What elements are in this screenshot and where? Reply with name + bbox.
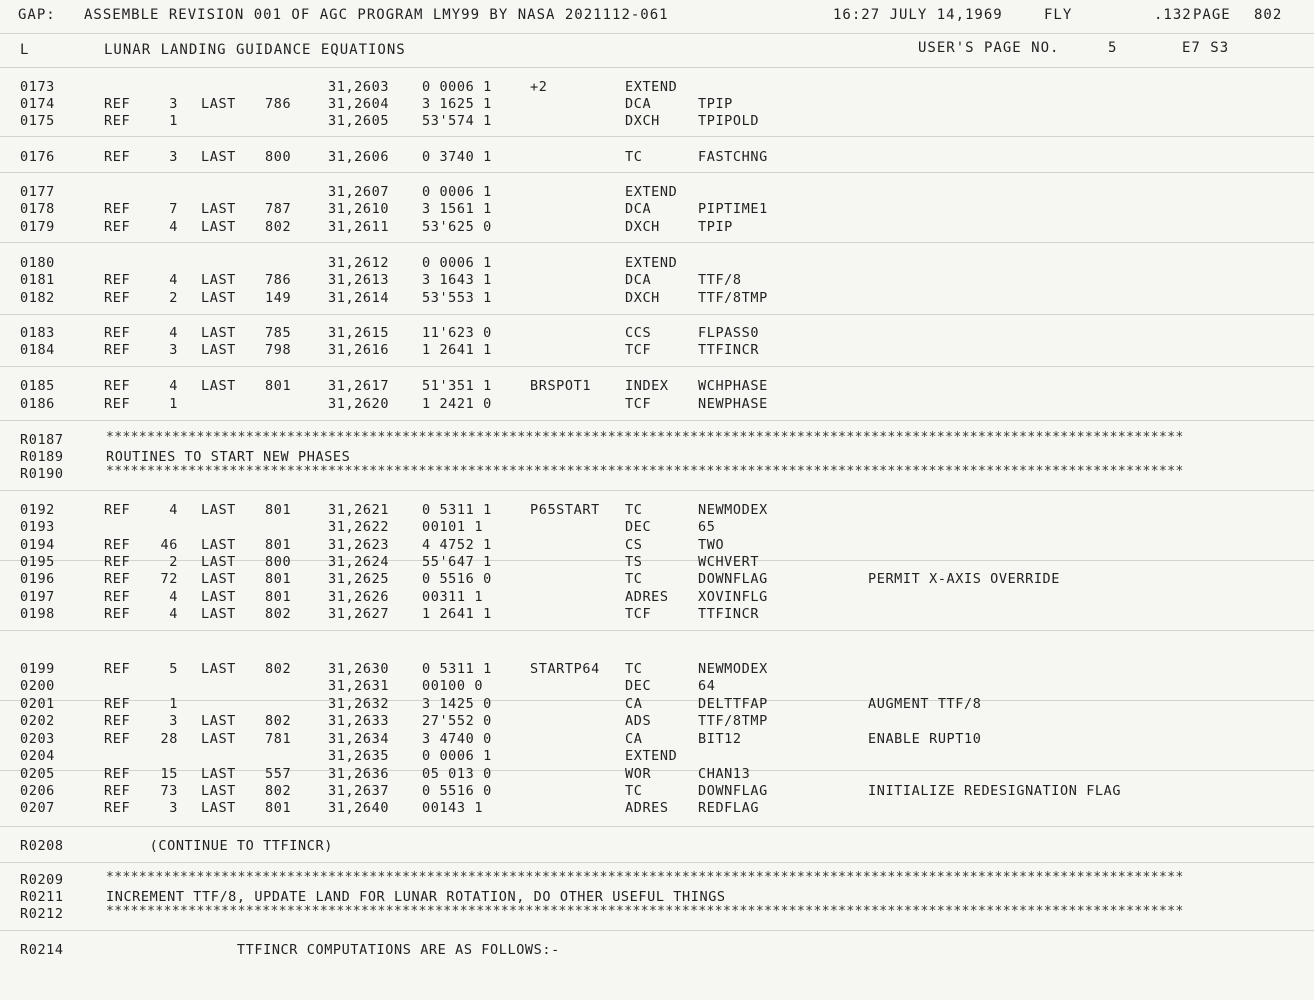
ref-marker: REF — [104, 149, 131, 165]
ref-marker: REF — [104, 661, 131, 677]
opcode: CCS — [625, 325, 652, 341]
octal-word: 1 2421 0 — [422, 396, 492, 412]
operand: FLPASS0 — [698, 325, 760, 341]
line-number: 0205 — [20, 766, 55, 782]
memory-address: 31,2603 — [328, 79, 390, 95]
ref-count: 4 — [169, 502, 178, 518]
ref-marker: REF — [104, 589, 131, 605]
header-page-label: PAGE — [1193, 7, 1231, 23]
memory-address: 31,2611 — [328, 219, 390, 235]
operand: 65 — [698, 519, 716, 535]
paper-rule — [0, 67, 1314, 68]
comment-text: ENABLE RUPT10 — [868, 731, 982, 747]
last-card-number: 801 — [265, 378, 292, 394]
opcode: DCA — [625, 96, 652, 112]
last-card-number: 802 — [265, 606, 292, 622]
comment-text: INITIALIZE REDESIGNATION FLAG — [868, 783, 1122, 799]
operand: BIT12 — [698, 731, 742, 747]
last-marker: LAST — [201, 766, 236, 782]
line-number: R0214 — [20, 942, 64, 958]
ref-count: 3 — [169, 713, 178, 729]
line-number: 0207 — [20, 800, 55, 816]
operand: FASTCHNG — [698, 149, 768, 165]
ref-marker: REF — [104, 606, 131, 622]
ref-marker: REF — [104, 325, 131, 341]
header-page-number: 802 — [1254, 7, 1283, 23]
remark-text: TTFINCR COMPUTATIONS ARE AS FOLLOWS:- — [106, 942, 560, 958]
memory-address: 31,2607 — [328, 184, 390, 200]
operand: XOVINFLG — [698, 589, 768, 605]
memory-address: 31,2640 — [328, 800, 390, 816]
line-number: 0175 — [20, 113, 55, 129]
last-marker: LAST — [201, 290, 236, 306]
last-card-number: 786 — [265, 272, 292, 288]
ref-marker: REF — [104, 696, 131, 712]
opcode: DXCH — [625, 290, 660, 306]
memory-address: 31,2633 — [328, 713, 390, 729]
line-number: 0195 — [20, 554, 55, 570]
line-number: 0174 — [20, 96, 55, 112]
last-marker: LAST — [201, 713, 236, 729]
ref-marker: REF — [104, 800, 131, 816]
paper-rule — [0, 770, 1314, 771]
opcode: EXTEND — [625, 255, 678, 271]
ref-count: 28 — [160, 731, 178, 747]
octal-word: 05 013 0 — [422, 766, 492, 782]
header-number: .132 — [1154, 7, 1192, 23]
octal-word: 51'351 1 — [422, 378, 492, 394]
paper-rule — [0, 136, 1314, 137]
last-marker: LAST — [201, 589, 236, 605]
line-number: 0184 — [20, 342, 55, 358]
octal-word: 0 0006 1 — [422, 748, 492, 764]
memory-address: 31,2635 — [328, 748, 390, 764]
ref-count: 4 — [169, 325, 178, 341]
octal-word: 0 5516 0 — [422, 783, 492, 799]
octal-word: 3 1425 0 — [422, 696, 492, 712]
last-card-number: 802 — [265, 219, 292, 235]
ref-count: 46 — [160, 537, 178, 553]
octal-word: 0 0006 1 — [422, 255, 492, 271]
line-number: 0194 — [20, 537, 55, 553]
memory-address: 31,2616 — [328, 342, 390, 358]
operand: WCHVERT — [698, 554, 760, 570]
opcode: WOR — [625, 766, 652, 782]
memory-address: 31,2605 — [328, 113, 390, 129]
ref-marker: REF — [104, 783, 131, 799]
last-marker: LAST — [201, 272, 236, 288]
ref-count: 1 — [169, 396, 178, 412]
ref-count: 4 — [169, 219, 178, 235]
paper-rule — [0, 630, 1314, 631]
memory-address: 31,2612 — [328, 255, 390, 271]
octal-word: 53'625 0 — [422, 219, 492, 235]
octal-word: 00311 1 — [422, 589, 484, 605]
ref-marker: REF — [104, 96, 131, 112]
opcode: ADRES — [625, 589, 669, 605]
ref-count: 3 — [169, 800, 178, 816]
paper-rule — [0, 862, 1314, 863]
ref-marker: REF — [104, 378, 131, 394]
asterisk-separator: *********************************************************************************************************************************** — [106, 870, 1184, 885]
header-title: GAP: ASSEMBLE REVISION 001 OF AGC PROGRAM LMY99 BY NASA 2021112-061 — [18, 7, 669, 23]
opcode: TC — [625, 661, 643, 677]
ref-marker: REF — [104, 766, 131, 782]
memory-address: 31,2615 — [328, 325, 390, 341]
memory-address: 31,2634 — [328, 731, 390, 747]
last-card-number: 802 — [265, 661, 292, 677]
ref-marker: REF — [104, 396, 131, 412]
operand: DOWNFLAG — [698, 783, 768, 799]
paper-rule — [0, 826, 1314, 827]
ref-count: 4 — [169, 378, 178, 394]
comment-text: PERMIT X-AXIS OVERRIDE — [868, 571, 1061, 587]
line-number: 0196 — [20, 571, 55, 587]
last-marker: LAST — [201, 783, 236, 799]
ref-marker: REF — [104, 219, 131, 235]
octal-word: 1 2641 1 — [422, 606, 492, 622]
octal-word: 3 4740 0 — [422, 731, 492, 747]
last-card-number: 802 — [265, 783, 292, 799]
opcode: EXTEND — [625, 79, 678, 95]
last-card-number: 149 — [265, 290, 292, 306]
memory-address: 31,2637 — [328, 783, 390, 799]
opcode: DCA — [625, 201, 652, 217]
symbol-label: BRSPOT1 — [530, 378, 592, 394]
ref-marker: REF — [104, 113, 131, 129]
last-card-number: 781 — [265, 731, 292, 747]
paper-rule — [0, 172, 1314, 173]
octal-word: 3 1643 1 — [422, 272, 492, 288]
memory-address: 31,2622 — [328, 519, 390, 535]
asterisk-separator: *********************************************************************************************************************************** — [106, 430, 1184, 445]
operand: TPIPOLD — [698, 113, 760, 129]
remark-text: (CONTINUE TO TTFINCR) — [106, 838, 333, 854]
section-title: LUNAR LANDING GUIDANCE EQUATIONS — [104, 42, 406, 58]
line-number: 0177 — [20, 184, 55, 200]
operand: TPIP — [698, 96, 733, 112]
opcode: DEC — [625, 519, 652, 535]
ref-count: 5 — [169, 661, 178, 677]
ref-count: 7 — [169, 201, 178, 217]
last-card-number: 786 — [265, 96, 292, 112]
last-marker: LAST — [201, 96, 236, 112]
octal-word: 1 2641 1 — [422, 342, 492, 358]
operand: PIPTIME1 — [698, 201, 768, 217]
ref-marker: REF — [104, 731, 131, 747]
ref-marker: REF — [104, 554, 131, 570]
opcode: CA — [625, 696, 643, 712]
octal-word: 0 5311 1 — [422, 661, 492, 677]
octal-word: 00100 0 — [422, 678, 484, 694]
line-number: 0198 — [20, 606, 55, 622]
ref-count: 15 — [160, 766, 178, 782]
paper-rule — [0, 33, 1314, 34]
ref-marker: REF — [104, 272, 131, 288]
memory-address: 31,2623 — [328, 537, 390, 553]
operand: TWO — [698, 537, 725, 553]
memory-address: 31,2617 — [328, 378, 390, 394]
memory-address: 31,2630 — [328, 661, 390, 677]
opcode: EXTEND — [625, 748, 678, 764]
last-marker: LAST — [201, 731, 236, 747]
line-number: R0190 — [20, 466, 64, 482]
last-marker: LAST — [201, 554, 236, 570]
operand: DOWNFLAG — [698, 571, 768, 587]
line-number: 0202 — [20, 713, 55, 729]
last-card-number: 798 — [265, 342, 292, 358]
last-marker: LAST — [201, 325, 236, 341]
last-card-number: 802 — [265, 713, 292, 729]
opcode: TS — [625, 554, 643, 570]
paper-rule — [0, 930, 1314, 931]
ref-marker: REF — [104, 502, 131, 518]
line-number: 0185 — [20, 378, 55, 394]
operand: WCHPHASE — [698, 378, 768, 394]
last-card-number: 785 — [265, 325, 292, 341]
line-number: R0212 — [20, 906, 64, 922]
memory-address: 31,2631 — [328, 678, 390, 694]
opcode: TC — [625, 149, 643, 165]
octal-word: 27'552 0 — [422, 713, 492, 729]
header-mode: FLY — [1044, 7, 1073, 23]
ref-count: 3 — [169, 342, 178, 358]
header-timestamp: 16:27 JULY 14,1969 — [833, 7, 1003, 23]
ref-count: 2 — [169, 554, 178, 570]
line-number: 0200 — [20, 678, 55, 694]
ref-count: 1 — [169, 696, 178, 712]
ref-count: 72 — [160, 571, 178, 587]
opcode: TCF — [625, 342, 652, 358]
last-card-number: 801 — [265, 589, 292, 605]
last-marker: LAST — [201, 537, 236, 553]
subheader-flag: L — [20, 42, 30, 58]
last-card-number: 801 — [265, 502, 292, 518]
asterisk-separator: *********************************************************************************************************************************** — [106, 904, 1184, 919]
line-number: 0182 — [20, 290, 55, 306]
line-number: 0179 — [20, 219, 55, 235]
last-card-number: 801 — [265, 800, 292, 816]
symbol-label: STARTP64 — [530, 661, 600, 677]
symbol-label: P65START — [530, 502, 600, 518]
octal-word: 0 0006 1 — [422, 79, 492, 95]
operand: TTF/8TMP — [698, 713, 768, 729]
line-number: 0176 — [20, 149, 55, 165]
opcode: CS — [625, 537, 643, 553]
octal-word: 0 3740 1 — [422, 149, 492, 165]
line-number: 0178 — [20, 201, 55, 217]
line-number: R0189 — [20, 449, 64, 465]
last-marker: LAST — [201, 800, 236, 816]
octal-word: 53'553 1 — [422, 290, 492, 306]
line-number: R0208 — [20, 838, 64, 854]
users-page-label: USER'S PAGE NO. — [918, 40, 1060, 56]
line-number: 0186 — [20, 396, 55, 412]
opcode: DEC — [625, 678, 652, 694]
memory-address: 31,2636 — [328, 766, 390, 782]
line-number: 0201 — [20, 696, 55, 712]
paper-rule — [0, 700, 1314, 701]
line-number: 0173 — [20, 79, 55, 95]
memory-address: 31,2604 — [328, 96, 390, 112]
operand: TTF/8TMP — [698, 290, 768, 306]
line-number: 0181 — [20, 272, 55, 288]
last-card-number: 801 — [265, 537, 292, 553]
last-marker: LAST — [201, 661, 236, 677]
ref-count: 3 — [169, 149, 178, 165]
octal-word: 00143 1 — [422, 800, 484, 816]
line-number: 0197 — [20, 589, 55, 605]
last-marker: LAST — [201, 219, 236, 235]
memory-address: 31,2610 — [328, 201, 390, 217]
memory-address: 31,2620 — [328, 396, 390, 412]
octal-word: 3 1561 1 — [422, 201, 492, 217]
operand: TTF/8 — [698, 272, 742, 288]
memory-address: 31,2627 — [328, 606, 390, 622]
opcode: EXTEND — [625, 184, 678, 200]
operand: REDFLAG — [698, 800, 760, 816]
ref-count: 3 — [169, 96, 178, 112]
remark-text: INCREMENT TTF/8, UPDATE LAND FOR LUNAR ROTATION, DO OTHER USEFUL THINGS — [106, 889, 726, 905]
last-marker: LAST — [201, 502, 236, 518]
line-number: 0183 — [20, 325, 55, 341]
memory-address: 31,2606 — [328, 149, 390, 165]
ref-count: 73 — [160, 783, 178, 799]
opcode: TC — [625, 783, 643, 799]
opcode: TC — [625, 571, 643, 587]
ref-count: 4 — [169, 589, 178, 605]
memory-address: 31,2626 — [328, 589, 390, 605]
operand: NEWMODEX — [698, 661, 768, 677]
ref-count: 4 — [169, 606, 178, 622]
opcode: DCA — [625, 272, 652, 288]
ref-count: 1 — [169, 113, 178, 129]
last-marker: LAST — [201, 149, 236, 165]
operand: NEWMODEX — [698, 502, 768, 518]
memory-address: 31,2613 — [328, 272, 390, 288]
operand: 64 — [698, 678, 716, 694]
octal-word: 0 5311 1 — [422, 502, 492, 518]
comment-text: AUGMENT TTF/8 — [868, 696, 982, 712]
last-marker: LAST — [201, 201, 236, 217]
ref-marker: REF — [104, 571, 131, 587]
last-marker: LAST — [201, 342, 236, 358]
memory-address: 31,2624 — [328, 554, 390, 570]
line-number: 0180 — [20, 255, 55, 271]
page-code: E7 S3 — [1182, 40, 1230, 56]
paper-rule — [0, 560, 1314, 561]
memory-address: 31,2625 — [328, 571, 390, 587]
opcode: INDEX — [625, 378, 669, 394]
octal-word: 53'574 1 — [422, 113, 492, 129]
memory-address: 31,2632 — [328, 696, 390, 712]
paper-rule — [0, 490, 1314, 491]
opcode: TC — [625, 502, 643, 518]
operand: DELTTFAP — [698, 696, 768, 712]
line-number: 0192 — [20, 502, 55, 518]
operand: CHAN13 — [698, 766, 751, 782]
last-card-number: 557 — [265, 766, 292, 782]
octal-word: 11'623 0 — [422, 325, 492, 341]
ref-count: 2 — [169, 290, 178, 306]
memory-address: 31,2621 — [328, 502, 390, 518]
paper-rule — [0, 242, 1314, 243]
ref-marker: REF — [104, 290, 131, 306]
opcode: TCF — [625, 396, 652, 412]
last-card-number: 800 — [265, 554, 292, 570]
ref-marker: REF — [104, 342, 131, 358]
octal-word: 0 0006 1 — [422, 184, 492, 200]
paper-rule — [0, 314, 1314, 315]
octal-word: 0 5516 0 — [422, 571, 492, 587]
line-number: 0204 — [20, 748, 55, 764]
opcode: DXCH — [625, 219, 660, 235]
ref-count: 4 — [169, 272, 178, 288]
operand: TTFINCR — [698, 342, 760, 358]
last-marker: LAST — [201, 571, 236, 587]
octal-word: 4 4752 1 — [422, 537, 492, 553]
ref-marker: REF — [104, 201, 131, 217]
last-card-number: 800 — [265, 149, 292, 165]
asterisk-separator: *********************************************************************************************************************************** — [106, 464, 1184, 479]
last-marker: LAST — [201, 378, 236, 394]
operand: TPIP — [698, 219, 733, 235]
opcode: ADRES — [625, 800, 669, 816]
last-marker: LAST — [201, 606, 236, 622]
octal-word: 55'647 1 — [422, 554, 492, 570]
opcode: CA — [625, 731, 643, 747]
ref-marker: REF — [104, 537, 131, 553]
operand: TTFINCR — [698, 606, 760, 622]
octal-word: 3 1625 1 — [422, 96, 492, 112]
line-number: 0206 — [20, 783, 55, 799]
line-number: 0193 — [20, 519, 55, 535]
line-number: 0203 — [20, 731, 55, 747]
octal-word: 00101 1 — [422, 519, 484, 535]
ref-marker: REF — [104, 713, 131, 729]
opcode: DXCH — [625, 113, 660, 129]
remark-text: ROUTINES TO START NEW PHASES — [106, 449, 351, 465]
paper-rule — [0, 420, 1314, 421]
line-number: R0187 — [20, 432, 64, 448]
memory-address: 31,2614 — [328, 290, 390, 306]
opcode: ADS — [625, 713, 652, 729]
operand: NEWPHASE — [698, 396, 768, 412]
last-card-number: 787 — [265, 201, 292, 217]
opcode: TCF — [625, 606, 652, 622]
users-page-number: 5 — [1108, 40, 1118, 56]
line-number: R0211 — [20, 889, 64, 905]
last-card-number: 801 — [265, 571, 292, 587]
symbol-label: +2 — [530, 79, 548, 95]
line-number: 0199 — [20, 661, 55, 677]
line-number: R0209 — [20, 872, 64, 888]
paper-rule — [0, 366, 1314, 367]
